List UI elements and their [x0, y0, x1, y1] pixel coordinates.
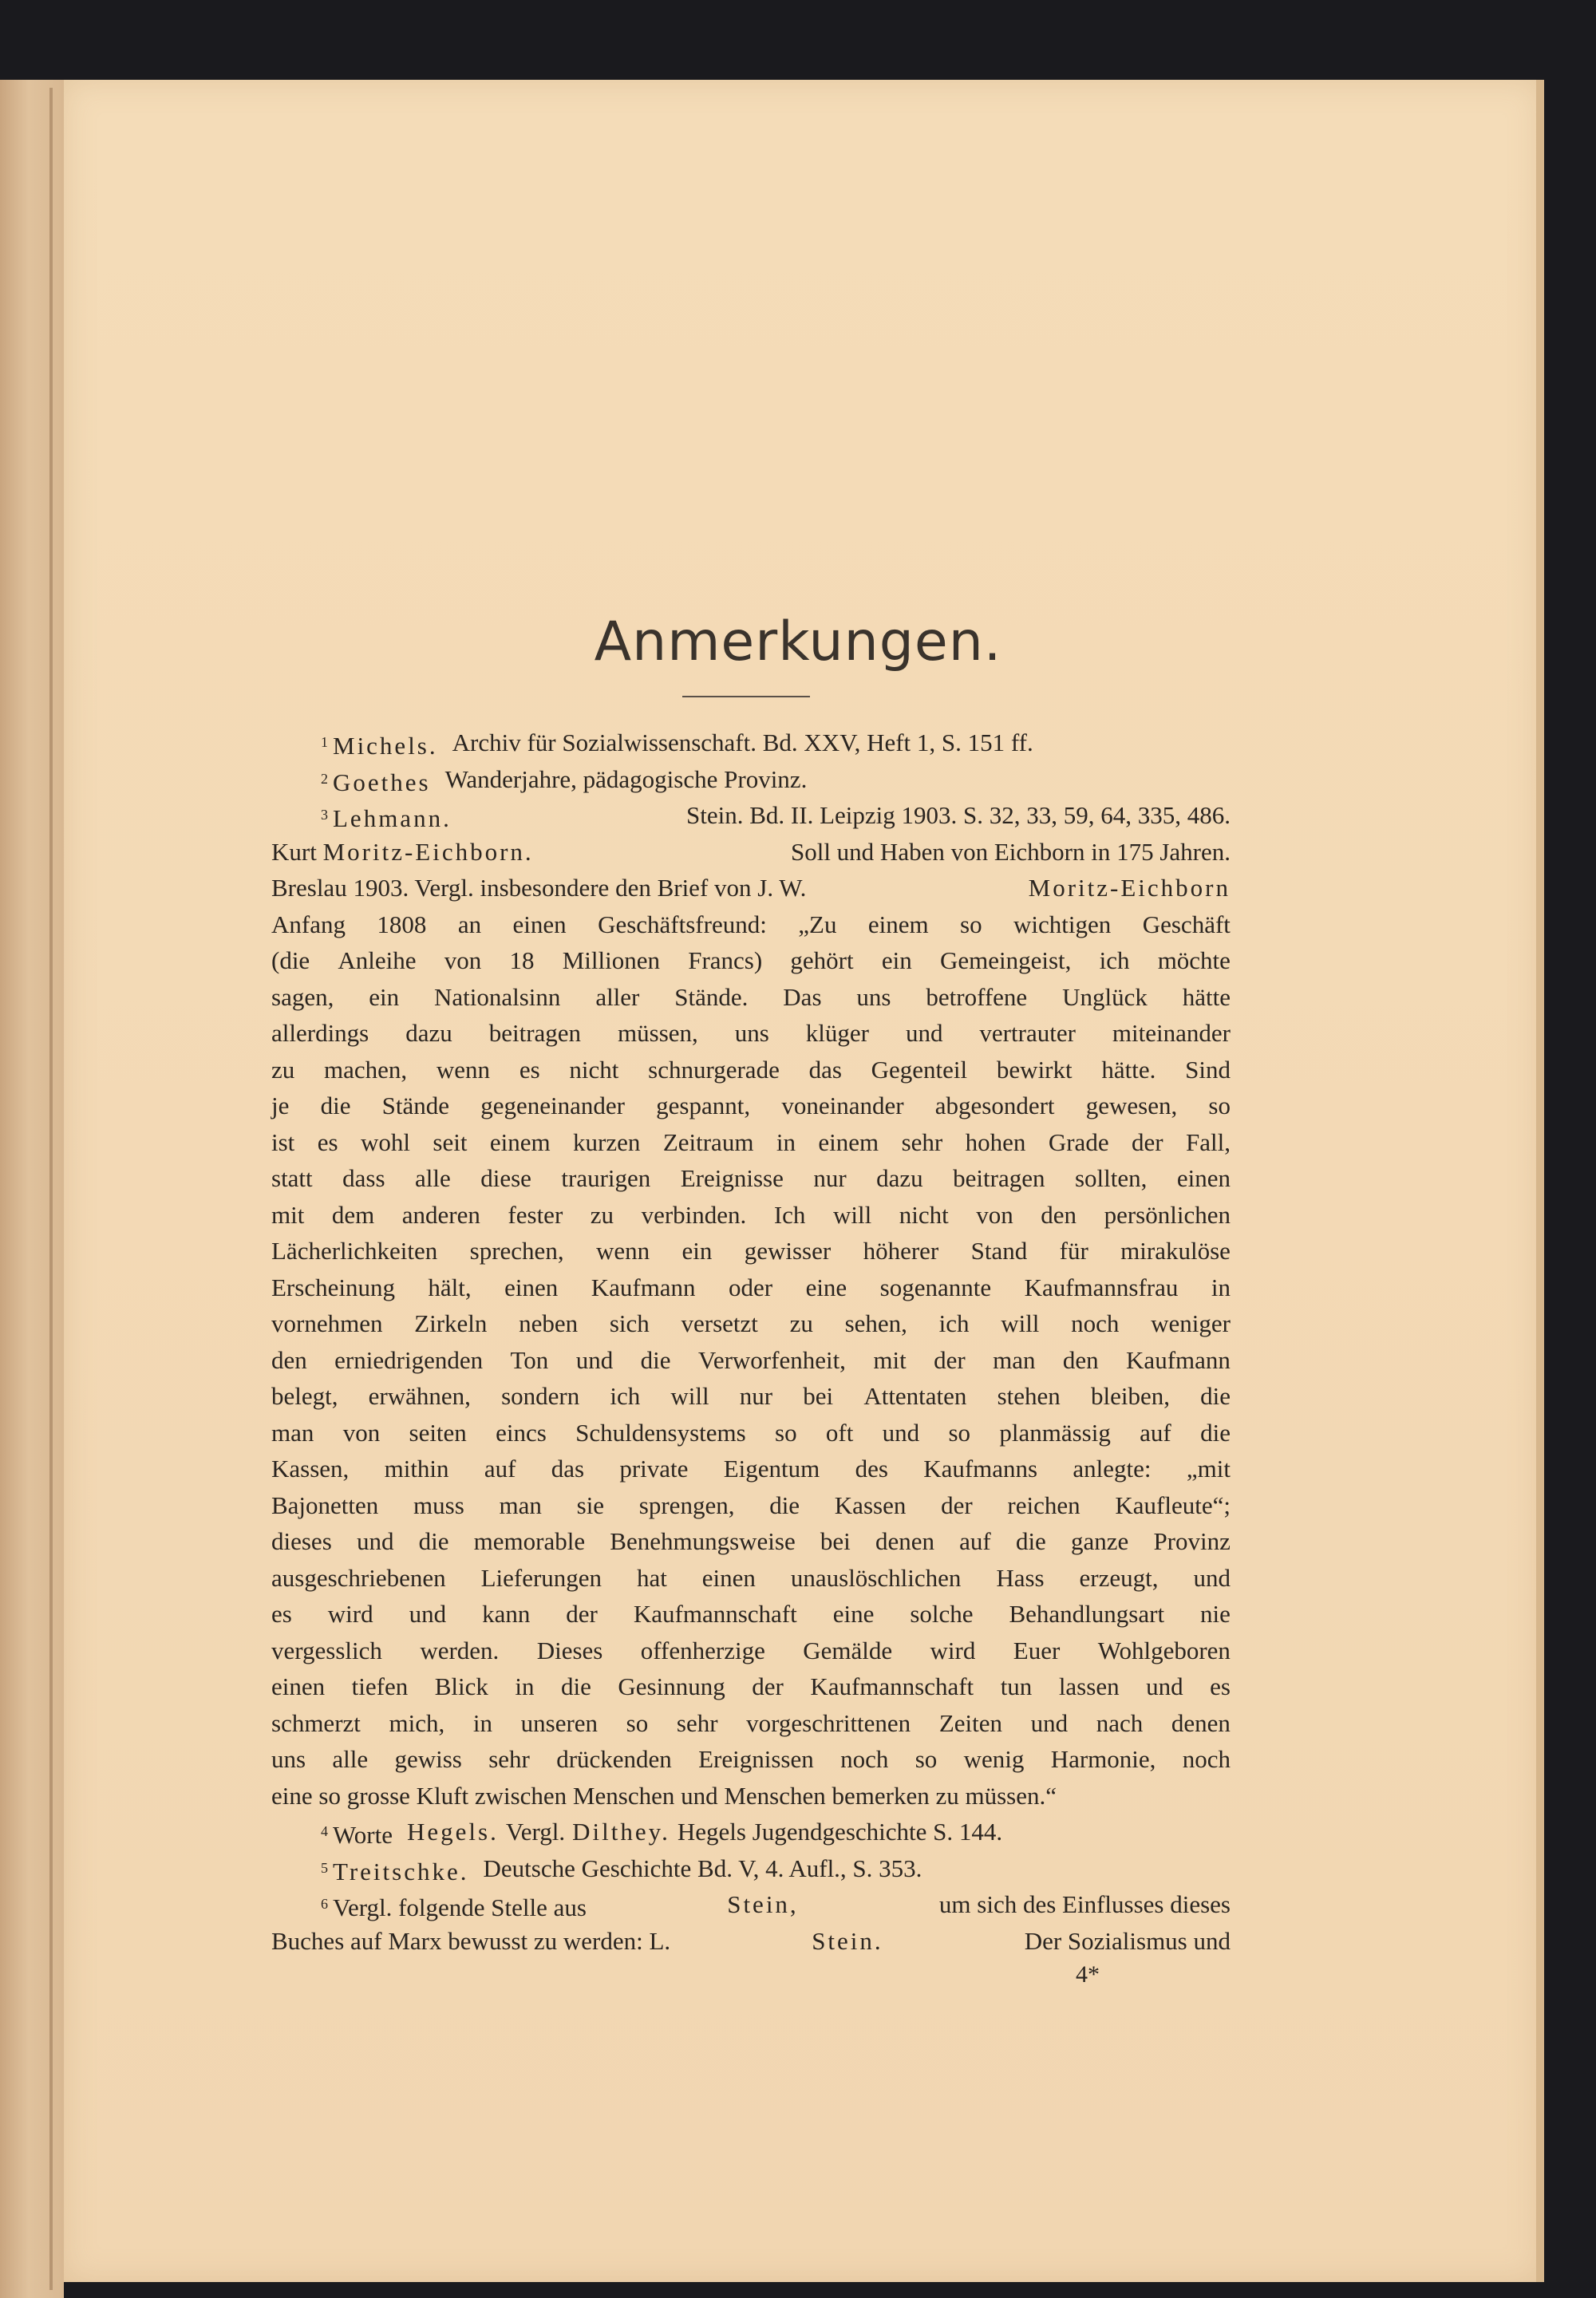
text-segment: Breslau 1903. Vergl. insbesondere den Brief von J. W. [271, 874, 807, 902]
author-name: Stein. [812, 1926, 883, 1955]
page-right-edge [1536, 80, 1544, 2282]
author-name: Moritz-Eichborn [1028, 874, 1231, 902]
text-line: Kassen, mithin auf das private Eigentum des Kaufmanns anlegte: „mit [271, 1455, 1231, 1483]
footnote-text: Wanderjahre, pädagogische Provinz. [444, 764, 808, 793]
text-line: dieses und die memorable Benehmungsweise bei denen auf die ganze Provinz [271, 1527, 1231, 1555]
footnote-mark: 2 [321, 770, 328, 787]
text-line: uns alle gewiss sehr drückenden Ereignissen noch so wenig Harmonie, noch [271, 1745, 1231, 1773]
author-name: Moritz-Eichborn. [322, 837, 534, 866]
text-line: einen tiefen Blick in die Gesinnung der Kaufmannschaft tun lassen und es [271, 1672, 1231, 1700]
text-line: sagen, ein Nationalsinn aller Stände. Das uns betroffene Unglück hätte [271, 982, 1231, 1011]
text-line: es wird und kann der Kaufmannschaft eine solche Behandlungsart nie [271, 1600, 1231, 1628]
footnote-text: Archiv für Sozialwissenschaft. Bd. XXV, Heft 1, S. 151 ff. [452, 728, 1033, 756]
text-line: ausgeschriebenen Lieferungen hat einen unauslöschlichen Hass erzeugt, und [271, 1563, 1231, 1592]
text-line: ist es wohl seit einem kurzen Zeitraum in einem sehr hohen Grade der Fall, [271, 1127, 1231, 1156]
text-segment: Der Sozialismus und [1024, 1926, 1231, 1955]
binding-shadow [49, 88, 53, 2290]
text-line: vergesslich werden. Dieses offenherzige Gemälde wird Euer Wohlgeboren [271, 1636, 1231, 1664]
text-line: vornehmen Zirkeln neben sich versetzt zu sehen, ich will noch weniger [271, 1309, 1231, 1337]
page-title: Anmerkungen. [594, 610, 1002, 673]
title-rule [682, 696, 810, 697]
text-line [271, 1923, 1231, 1960]
text-line: je die Stände gegeneinander gespannt, voneinander abgesondert gewesen, so [271, 1092, 1231, 1119]
text-line: Kurt Moritz-Eichborn. Soll und Haben von Eichborn in 175 Jahren. [271, 834, 1231, 871]
author-name: Dilthey. [572, 1818, 670, 1846]
footnote-mark: 1 [321, 734, 328, 750]
footnote-text: Hegels Jugendgeschichte S. 144. [677, 1818, 1003, 1846]
footnote-mark: 3 [321, 807, 328, 823]
text-line: Erscheinung hält, einen Kaufmann oder eine sogenannte Kaufmannsfrau in [271, 1273, 1231, 1301]
footnote-2 [271, 761, 1231, 798]
author-name: Stein, [727, 1890, 799, 1918]
footnote-3 [271, 797, 1231, 834]
footnote-author: Lehmann. [333, 804, 452, 832]
text-line: man von seiten eincs Schuldensystems so oft und so planmässig auf die [271, 1418, 1231, 1447]
footnote-1 [271, 725, 1231, 761]
text-line: Anfang 1808 an einen Geschäftsfreund: „Zu einem so wichtigen Geschäft [271, 910, 1231, 938]
footnote-mark: 5 [321, 1859, 328, 1876]
text-line: statt dass alle diese traurigen Ereignisse nur dazu beitragen sollten, einen [271, 1164, 1231, 1192]
footnote-6: $^6$ Vergl. folgende Stelle aus Stein, um sich des Einflusses dieses [271, 1886, 1231, 1923]
footnote-text: Deutsche Geschichte Bd. V, 4. Aufl., S. 353. [483, 1854, 922, 1882]
footnote-author: Treitschke. [333, 1857, 469, 1885]
footnote-5 [271, 1850, 1231, 1887]
footnote-mark: 4 [321, 1823, 328, 1839]
footnote-4: $^4$ Worte Hegels. Vergl. Dilthey. Hegels Jugendgeschichte S. 144. [271, 1814, 1231, 1850]
footnote-author: Goethes [333, 768, 431, 796]
footnotes-block [271, 725, 1231, 1959]
text-segment: Buches auf Marx bewusst zu werden: L. [271, 1926, 671, 1955]
text-line: allerdings dazu beitragen müssen, uns klüger und vertrauter miteinander [271, 1019, 1231, 1047]
footnote-author: Michels. [333, 732, 438, 760]
text-line: schmerzt mich, in unseren so sehr vorgeschrittenen Zeiten und nach denen [271, 1708, 1231, 1737]
footnote-text: Stein. Bd. II. Leipzig 1903. S. 32, 33, 59, 64, 335, 486. [686, 801, 1231, 829]
text-line: belegt, erwähnen, sondern ich will nur bei Attentaten stehen bleiben, die [271, 1382, 1231, 1410]
text-line: Lächerlichkeiten sprechen, wenn ein gewisser höherer Stand für mirakulöse [271, 1237, 1231, 1265]
signature-mark: 4* [1076, 1961, 1100, 1988]
text-line: mit dem anderen fester zu verbinden. Ich will nicht von den persönlichen [271, 1200, 1231, 1229]
author-name: Hegels. [406, 1818, 499, 1846]
text-line: Bajonetten muss man sie sprengen, die Kassen der reichen Kaufleute“; [271, 1491, 1231, 1519]
text-line [271, 870, 1231, 906]
text-line: den erniedrigenden Ton und die Verworfenheit, mit der man den Kaufmann [271, 1345, 1231, 1374]
text-line: (die Anleihe von 18 Millionen Francs) gehört ein Gemeingeist, ich möchte [271, 946, 1231, 974]
text-segment: Soll und Haben von Eichborn in 175 Jahren. [790, 837, 1231, 866]
footnote-mark: 6 [321, 1896, 328, 1912]
text-line: zu machen, wenn es nicht schnurgerade das Gegenteil bewirkt hätte. Sind [271, 1055, 1231, 1084]
text-line: eine so grosse Kluft zwischen Menschen und Menschen bemerken zu müssen.“ [271, 1781, 1057, 1810]
footnote-text: um sich des Einflusses dieses [938, 1890, 1231, 1918]
left-page-edge [0, 80, 64, 2298]
